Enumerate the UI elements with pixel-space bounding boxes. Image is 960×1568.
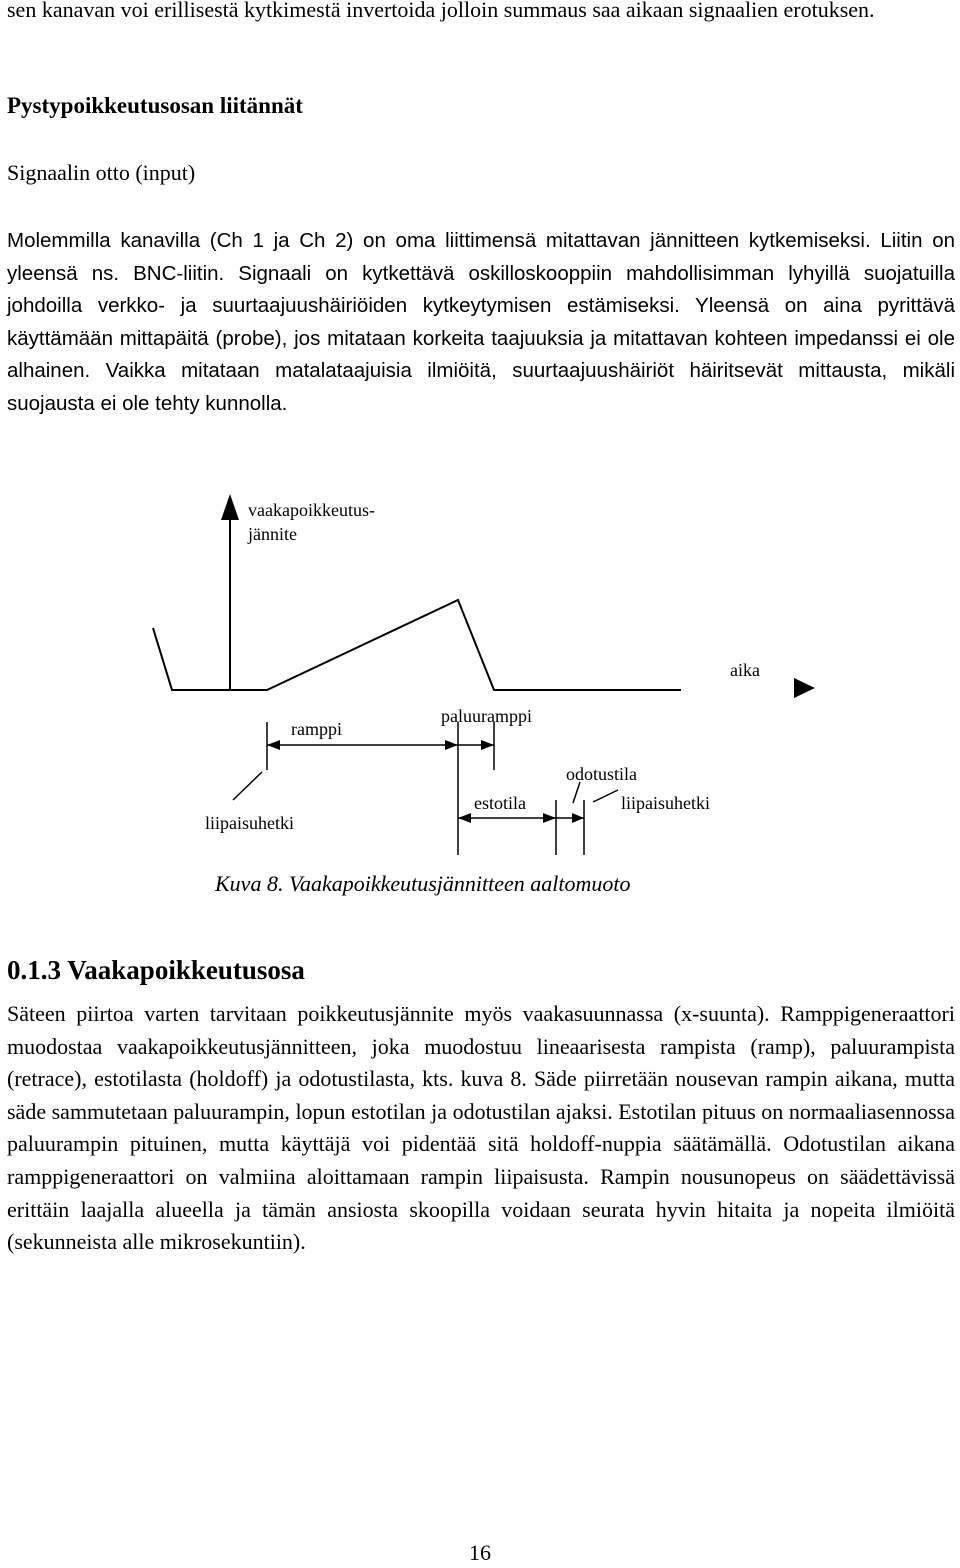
waveform-figure (0, 480, 960, 920)
retrace-label: paluuramppi (441, 706, 532, 726)
sawtooth-waveform (153, 600, 681, 690)
page-number: 16 (469, 1540, 491, 1565)
x-axis-label: aika (730, 660, 760, 680)
subheading-input: Signaalin otto (input) (7, 160, 196, 185)
section-heading: Pystypoikkeutusosan liitännät (7, 93, 303, 118)
y-axis-arrowhead (221, 494, 239, 520)
figure-caption: Kuva 8. Vaakapoikkeutusjännitteen aaltomuoto (215, 871, 631, 896)
holdoff-label: estotila (474, 793, 526, 813)
paragraph-top: sen kanavan voi erillisestä kytkimestä invertoida jolloin summaus saa aikaan signaalien erotuksen. (7, 0, 875, 22)
waveform-diagram (0, 480, 960, 920)
paragraph-horizontal: Säteen piirtoa varten tarvitaan poikkeutusjännite myös vaakasuunnassa (x-suunta). Ramppigeneraattori muodostaa vaakapoikkeutusjännitteen, joka muodostuu lineaarisesta rampista (ramp), paluurampista (retrace), estotilasta (holdoff) ja odotustilasta, kts. kuva 8. Säde piirretään nousevan rampin aikana, mutta säde sammutetaan paluurampin, lopun estotilan ja odotustilan ajaksi. Estotilan pituus on normaaliasennossa paluurampin pituinen, mutta käyttäjä voi pidentää sitä holdoff-nuppia säätämällä. Odotustilan aikana ramppigeneraattori on valmiina aloittamaan rampin liipaisusta. Rampin nousunopeus on säädettävissä erittäin laajalla alueella ja tämän ansiosta skoopilla voidaan seurata hyvin hitaita ja nopeita ilmiöitä (sekunneista alle mikrosekuntiin). (7, 1001, 955, 1255)
section-heading-horizontal: 0.1.3 Vaakapoikkeutusosa (7, 955, 305, 985)
trigger-left-leader (233, 772, 262, 800)
y-axis-label: vaakapoikkeutus- jännite (248, 500, 375, 544)
trigger-right-leader (593, 790, 618, 802)
wait-leader (573, 782, 580, 803)
wait-label: odotustila (566, 764, 637, 784)
paragraph-input: Molemmilla kanavilla (Ch 1 ja Ch 2) on oma liittimensä mitattavan jännitteen kytkemiseksi. Liitin on yleensä ns. BNC-liitin. Signaali on kytkettävä oskilloskooppiin mahdollisimman lyhyillä suojatuilla johdoilla verkko- ja suurtaajuushäiriöiden kytkeytymisen estämiseksi. Yleensä on aina pyrittävä käyttämään mittapäitä (probe), jos mitataan korkeita taajuuksia ja mitattavan kohteen impedanssi ei ole alhainen. Vaikka mitataan matalataajuisia ilmiöitä, suurtaajuushäiriöt häiritsevät mittausta, mikäli suojausta ei ole tehty kunnolla. (7, 229, 955, 415)
ramp-label: ramppi (291, 719, 342, 739)
x-axis-arrowhead (794, 678, 815, 698)
trigger-right-label: liipaisuhetki (621, 793, 710, 813)
trigger-left-label: liipaisuhetki (205, 813, 294, 833)
